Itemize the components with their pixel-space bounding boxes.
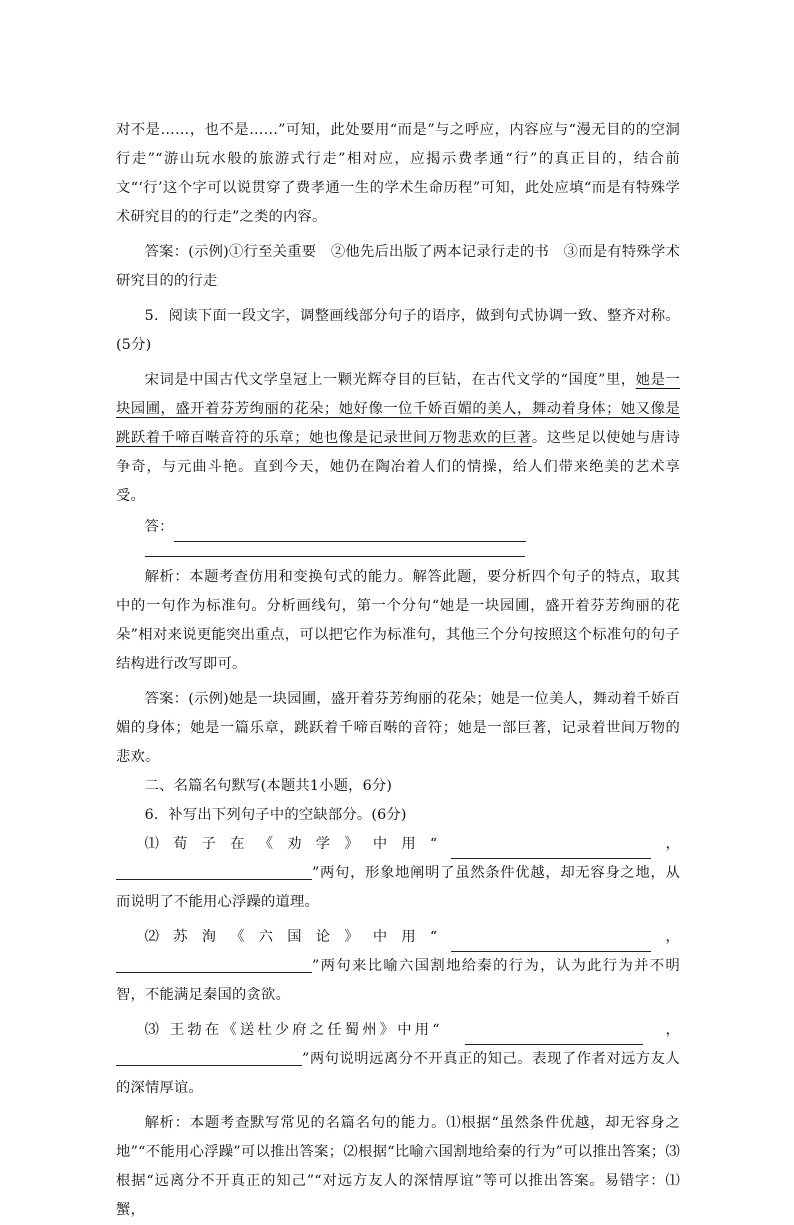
char: 子 [201,836,217,853]
char: 中 [372,836,388,853]
char: 论 [315,929,331,946]
q6-item-3-blank-a[interactable] [465,1030,643,1045]
passage-text-end: 。这些足以使她与唐诗争奇，与元曲斗艳。直到今天，她仍在陶冶着人们的情操，给人们带来绝美的艺术享受。 [116,430,681,504]
answer-blank-2[interactable] [145,542,525,557]
question-5-stem: 5．阅读下面一段文字，调整画线部分句子的语序，做到句式协调一致、整齐对称。(5分) [116,308,680,353]
char: 六 [258,929,274,946]
q6-item-2-number: ⑵ [144,929,160,946]
question-6-analysis: 解析：本题考查默写常见的名篇名句的能力。⑴根据“虽然条件优越，却无容身之地”“不能用心浮躁”可以推出答案；⑵根据“比喻六国割地给秦的行为”可以推出答案；⑶根据“远离分不开真正的知己”“对远方友人的深情厚谊”等可以推出答案。易错字：⑴蟹， [116,1115,680,1219]
char: 学 [315,836,331,853]
char: 用 [401,836,416,853]
q6-item-1-blank-a[interactable] [451,844,651,859]
q6-item-2-text: ”两句来比喻六国割地给秦的行为，认为此行为并不明智，不能满足秦国的贪欲。 [116,958,680,1004]
q6-item-2-rest [116,952,680,1010]
comma: ， [665,836,680,853]
char: “ [429,929,438,946]
char: 国 [287,929,302,946]
q6-item-3-lead: ⑶ 王勃在《送杜少府之任蜀州》中用“ [144,1022,443,1039]
q6-item-3-rest [116,1045,680,1103]
q6-item-3-text: ”两句说明远离分不开真正的知己。表现了作者对远方友人的深情厚谊。 [116,1051,680,1097]
answer-line-1 [116,513,680,542]
answer-q4: 答案：(示例)①行至关重要 ②他先后出版了两本记录行走的书 ③而是有特殊学术研究目的的行走 [116,244,680,289]
char: 《 [258,836,274,853]
char: “ [429,836,438,853]
document-body [116,116,680,1225]
char: 荀 [173,836,188,853]
question-5-answer: 答案：(示例)她是一块园圃，盛开着芬芳绚丽的花朵；她是一位美人，舞动着千娇百媚的身体；她是一篇乐章，跳跃着千啼百啭的音符；她是一部巨著，记录着世间万物的悲欢。 [116,691,680,766]
char: 在 [230,836,245,853]
char: 洵 [201,929,217,946]
section-2-heading: 二、名篇名句默写(本题共1小题，6分) [144,778,393,795]
q6-item-1-blank-b[interactable] [116,865,312,880]
char: 《 [230,929,245,946]
q6-item-1-rest [116,859,680,917]
q6-item-2-line [116,923,680,952]
question-6-stem: 6．补写出下列句子中的空缺部分。(6分) [144,807,407,824]
q6-item-1-line [116,830,680,859]
q6-item-3-blank-b[interactable] [116,1051,302,1066]
comma: ， [665,1022,680,1039]
char: 劝 [287,836,302,853]
comma: ， [665,929,680,946]
answer-label: 答： [144,519,174,535]
q6-item-1-number: ⑴ [144,836,160,853]
char: 中 [372,929,388,946]
char: 》 [344,836,359,853]
char: 苏 [173,929,188,946]
char: 》 [344,929,359,946]
analysis-continuation: 对不是……，也不是……”可知，此处要用“而是”与之呼应，内容应与“漫无目的的空洞行走”“游山玩水般的旅游式行走”相对应，应揭示费孝通“行”的真正目的，结合前文“‘行’这个字可以说贯穿了费孝通一生的学术生命历程”可知，此处应填“而是有特殊学术研究目的的行走”之类的内容。 [116,122,680,225]
answer-line-2 [116,542,680,557]
q6-item-1-text: ”两句，形象地阐明了虽然条件优越，却无容身之地，从而说明了不能用心浮躁的道理。 [116,865,680,911]
passage-text: 宋词是中国古代文学皇冠上一颗光辉夺目的巨钻，在古代文学的“国度”里， [144,372,636,388]
question-5-analysis: 解析：本题考查仿用和变换句式的能力。解答此题，要分析四个句子的特点，取其中的一句作为标准句。分析画线句，第一个分句“她是一块园圃，盛开着芬芳绚丽的花朵”相对来说更能突出重点，可以把它作为标准句，其他三个分句按照这个标准句的句子结构进行改写即可。 [116,569,680,673]
question-5-passage [116,366,680,511]
q6-item-2-blank-a[interactable] [451,937,651,952]
answer-blank-1[interactable] [174,527,526,542]
char: 用 [401,929,416,946]
q6-item-3-line [116,1016,680,1045]
underlined-sentences: 她是一块园圃，盛开着芬芳绚丽的花朵；她好像一位千娇百媚的美人，舞动着身体；她又像是跳跃着千啼百啭音符的乐章；她也像是记录世间万物悲欢的巨著 [116,372,680,446]
q6-item-2-blank-b[interactable] [116,958,312,973]
